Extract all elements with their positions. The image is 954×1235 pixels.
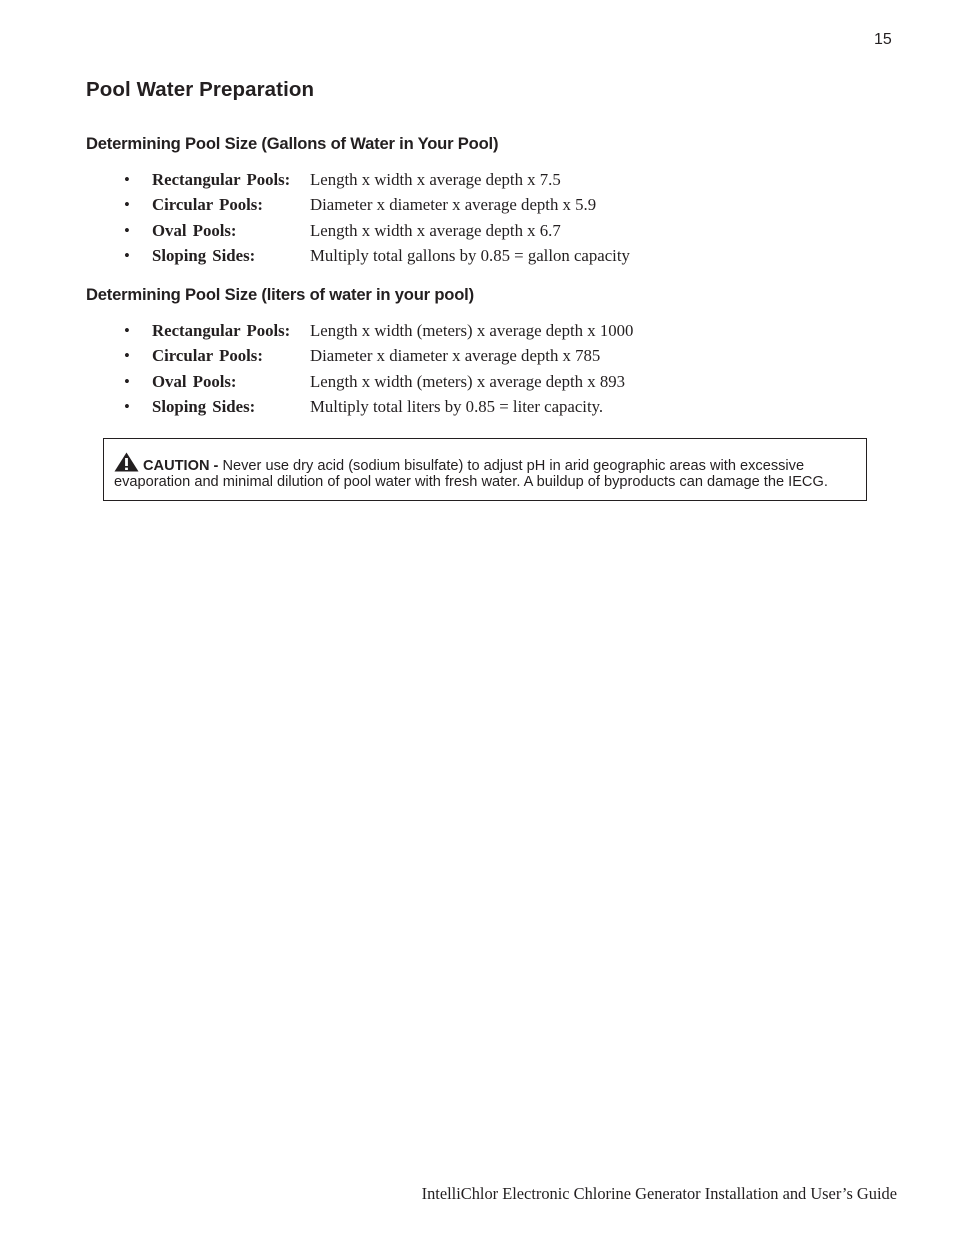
caution-text-line-2: evaporation and minimal dilution of pool water with fresh water. A buildup of byproducts can damage the IECG. [114,474,828,490]
page-footer: IntelliChlor Electronic Chlorine Generator Installation and User’s Guide [421,1184,897,1203]
formula-text: Length x width x average depth x 6.7 [310,220,561,240]
caution-text-line-1: Never use dry acid (sodium bisulfate) to adjust pH in arid geographic areas with excessive [222,458,805,474]
section-heading-liters: Determining Pool Size (liters of water in your pool) [86,285,474,304]
formula-text: Diameter x diameter x average depth x 785 [310,346,601,366]
formula-text: Length x width (meters) x average depth x 893 [310,371,626,391]
pool-type-label: Rectangular Pools: [152,321,291,340]
formula-text: Length x width x average depth x 7.5 [310,170,561,189]
page-title: Pool Water Preparation [86,78,315,101]
page-number: 15 [874,31,892,48]
pool-type-label: Circular Pools: [152,346,263,366]
bullet: • [124,346,130,366]
bullet: • [124,245,130,265]
bullet: • [124,321,130,340]
pool-type-label: Oval Pools: [152,371,237,391]
bullet: • [124,170,130,189]
section-heading-gallons: Determining Pool Size (Gallons of Water in Your Pool) [86,134,499,153]
formula-text: Length x width (meters) x average depth x 1000 [310,321,634,340]
pool-type-label: Sloping Sides: [152,245,256,265]
caution-label: CAUTION - [143,458,219,474]
bullet: • [124,195,130,215]
pool-type-label: Rectangular Pools: [152,170,291,189]
formula-text: Diameter x diameter x average depth x 5.9 [310,195,597,215]
pool-type-label: Circular Pools: [152,195,263,215]
bullet: • [124,220,130,240]
formula-text: Multiply total gallons by 0.85 = gallon capacity [310,245,630,265]
bullet: • [124,371,130,391]
pool-type-label: Oval Pools: [152,220,237,240]
bullet: • [124,396,130,416]
caution-box [103,438,867,501]
formula-text: Multiply total liters by 0.85 = liter capacity. [310,396,604,416]
pool-type-label: Sloping Sides: [152,396,256,416]
